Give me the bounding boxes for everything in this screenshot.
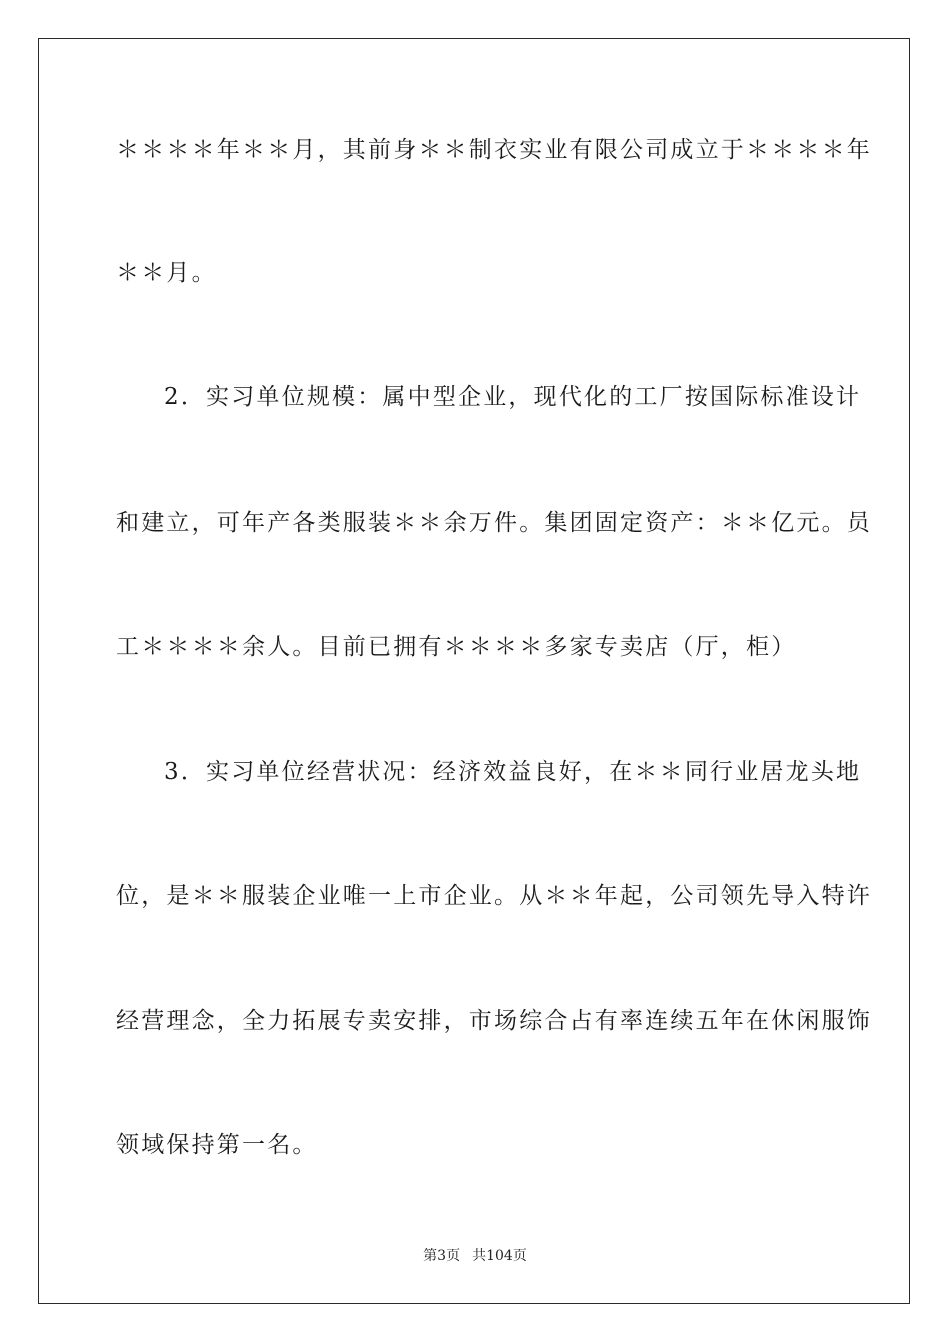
paragraph-line: 3．实习单位经营状况：经济效益良好，在＊＊同行业居龙头地 (164, 759, 862, 785)
page-border (38, 38, 910, 1304)
paragraph-line: 经营理念，全力拓展专卖安排，市场综合占有率连续五年在休闲服饰 (116, 1008, 872, 1034)
paragraph-line: 位，是＊＊服装企业唯一上市企业。从＊＊年起，公司领先导入特许 (116, 883, 872, 909)
page-footer (0, 1247, 950, 1265)
paragraph-line: 工＊＊＊＊余人。目前已拥有＊＊＊＊多家专卖店（厅，柜） (116, 634, 797, 660)
paragraph-line: ＊＊月。 (116, 260, 217, 286)
paragraph-line: 2．实习单位规模：属中型企业，现代化的工厂按国际标准设计 (164, 384, 862, 410)
paragraph-line: 领域保持第一名。 (116, 1132, 318, 1158)
total-pages: 共104页 (472, 1248, 527, 1264)
paragraph-line: ＊＊＊＊年＊＊月，其前身＊＊制衣实业有限公司成立于＊＊＊＊年 (116, 137, 872, 163)
paragraph-line: 和建立，可年产各类服装＊＊余万件。集团固定资产：＊＊亿元。员 (116, 510, 872, 536)
page-number: 第3页 (423, 1248, 461, 1264)
